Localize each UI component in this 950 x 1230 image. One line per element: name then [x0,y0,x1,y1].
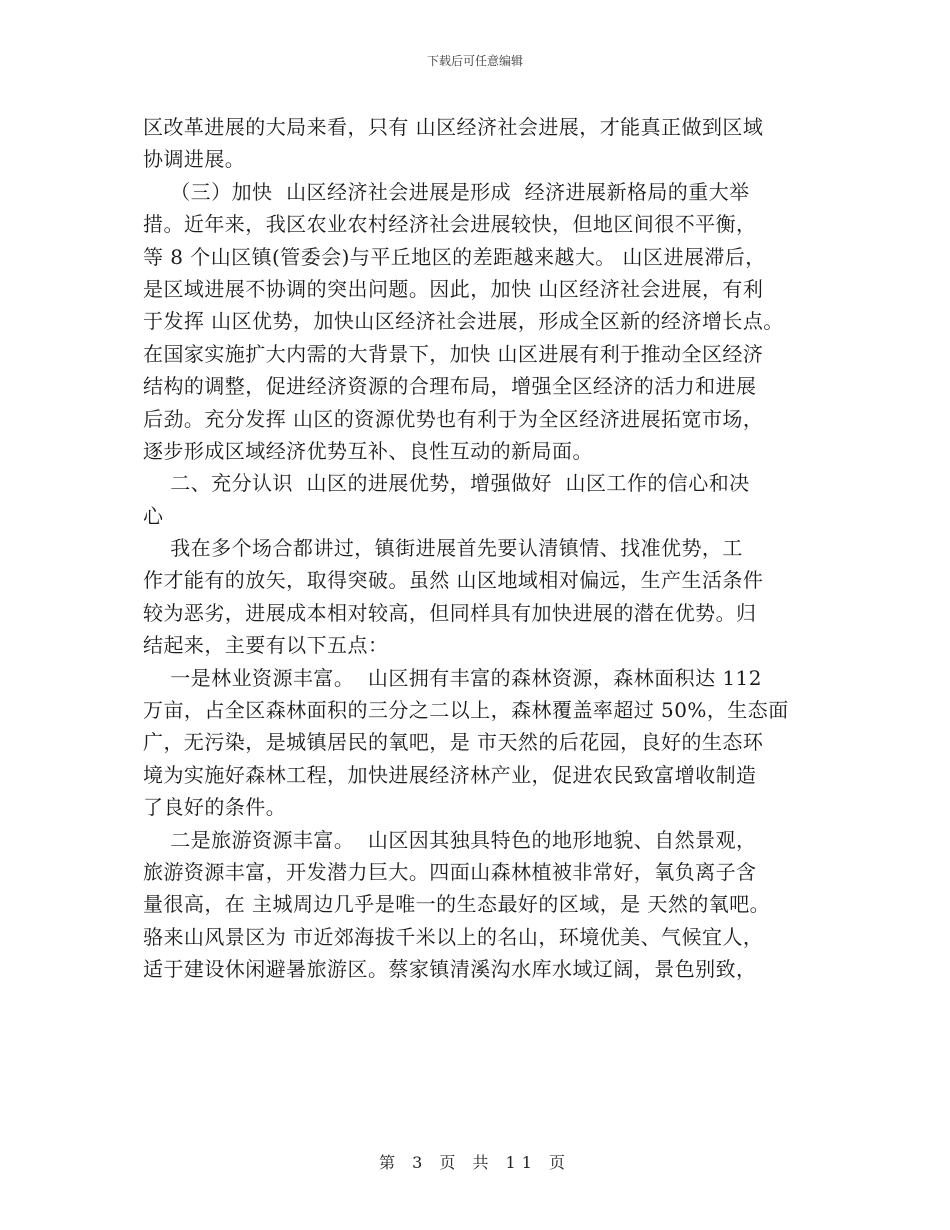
body-line: 二是旅游资源丰富。 山区因其独具特色的地形地貌、自然景观， [143,827,757,852]
body-line: 万亩，占全区森林面积的三分之二以上，森林覆盖率超过 50%，生态面 [143,698,789,723]
section-heading: 二、充分认识 山区的进展优势，增强做好 山区工作的信心和决 [143,471,750,496]
body-line: 于发挥 山区优势，加快山区经济社会进展，形成全区新的经济增长点。 [143,309,784,334]
body-line: 一是林业资源丰富。 山区拥有丰富的森林资源，森林面积达 112 [143,665,762,690]
body-line: 协调进展。 [143,147,246,172]
body-line: 了良好的条件。 [143,795,287,820]
body-line: 是区域进展不协调的突出问题。因此，加快 山区经济社会进展，有利 [143,276,764,301]
page-header-note: 下载后可任意编辑 [426,54,523,68]
body-line: 等 8 个山区镇(管委会)与平丘地区的差距越来越大。 山区进展滞后， [143,244,766,269]
body-line: 逐步形成区域经济优势互补、良性互动的新局面。 [143,438,593,463]
body-line: （三）加快 山区经济社会进展是形成 经济进展新格局的重大举 [143,179,750,204]
body-line: 作才能有的放矢，取得突破。虽然 山区地域相对偏远，生产生活条件 [143,568,764,593]
body-line: 措。近年来，我区农业农村经济社会进展较快，但地区间很不平衡， [143,212,757,237]
body-line: 结起来，主要有以下五点： [143,633,389,658]
body-line: 骆来山风景区为 市近郊海拔千米以上的名山，环境优美、气候宜人， [143,924,764,949]
document-body [143,111,815,986]
body-line: 适于建设休闲避暑旅游区。蔡家镇清溪沟水库水域辽阔，景色别致， [143,957,757,982]
body-line: 我在多个场合都讲过，镇街进展首先要认清镇情、找准优势，工 [143,536,743,561]
body-line: 区改革进展的大局来看，只有 山区经济社会进展，才能真正做到区域 [143,115,764,139]
body-line: 在国家实施扩大内需的大背景下，加快 山区进展有利于推动全区经济 [143,341,764,366]
body-line: 后劲。充分发挥 山区的资源优势也有利于为全区经济进展拓宽市场， [143,406,764,431]
body-line: 广，无污染，是城镇居民的氧吧，是 市天然的后花园，良好的生态环 [143,730,764,755]
body-line: 旅游资源丰富，开发潜力巨大。四面山森林植被非常好，氧负离子含 [143,859,757,884]
page-number: 第 3 页 共 11 页 [379,1153,571,1172]
section-heading: 心 [143,503,164,528]
body-line: 较为恶劣，进展成本相对较高，但同样具有加快进展的潜在优势。归 [143,600,757,625]
body-line: 量很高，在 主城周边几乎是唯一的生态最好的区域，是 天然的氧吧。 [143,892,771,917]
body-line: 结构的调整，促进经济资源的合理布局，增强全区经济的活力和进展 [143,374,757,399]
body-line: 境为实施好森林工程，加快进展经济林产业，促进农民致富增收制造 [143,762,757,787]
